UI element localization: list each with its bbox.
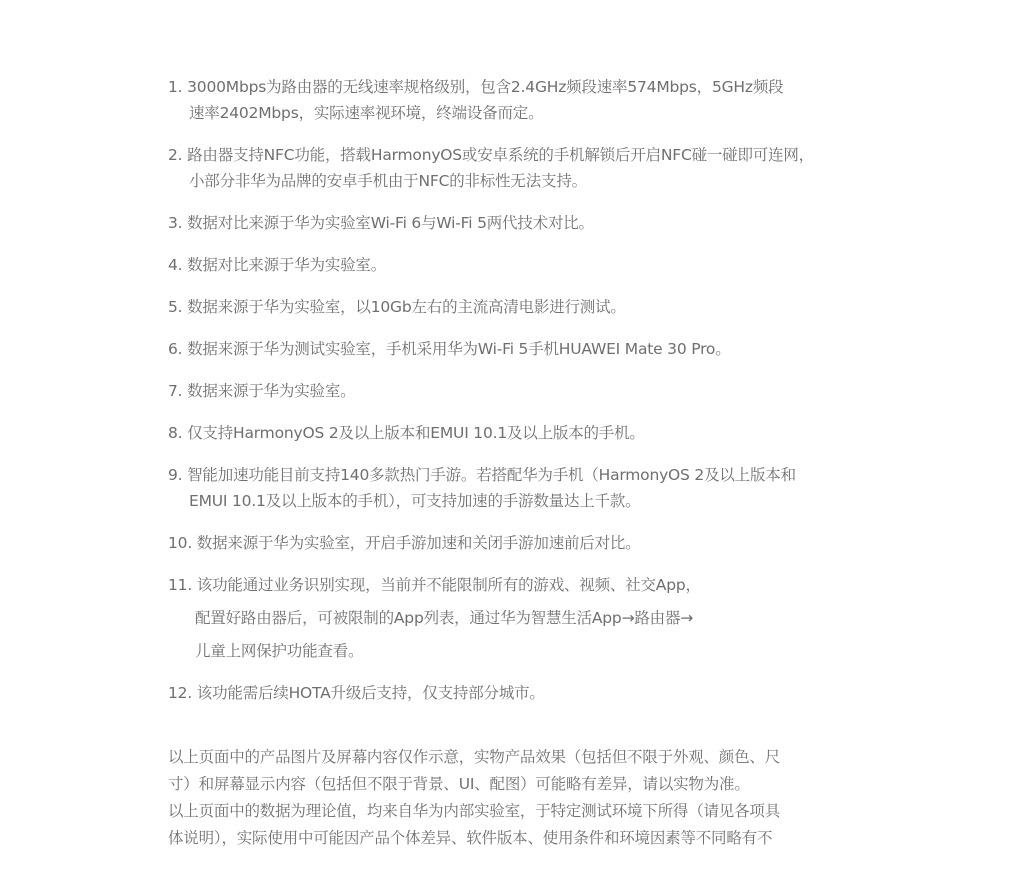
disclaimer: [168, 744, 858, 852]
footnote-text: 仅支持HarmonyOS 2及以上版本和EMUI 10.1及以上版本的手机。: [187, 424, 645, 442]
footnote-9: [168, 462, 858, 514]
footnote-text: 儿童上网保护功能查看。: [195, 642, 364, 660]
footnote-number: 6.: [168, 340, 183, 358]
footnote-number: 10.: [168, 534, 193, 552]
footnote-text: 数据对比来源于华为实验室。: [187, 256, 387, 274]
footnote-text: 数据来源于华为实验室，开启手游加速和关闭手游加速前后对比。: [196, 534, 641, 552]
footnote-6: [168, 336, 858, 362]
footnote-text: 数据来源于华为实验室，以10Gb左右的主流高清电影进行测试。: [187, 298, 626, 316]
disclaimer-line: 寸）和屏幕显示内容（包括但不限于背景、UI、配图）可能略有差异，请以实物为准。: [168, 775, 750, 793]
footnote-text: 该功能需后续HOTA升级后支持，仅支持部分城市。: [196, 684, 545, 702]
disclaimer-line: 以上页面中的数据为理论值，均来自华为内部实验室，于特定测试环境下所得（请见各项具: [168, 802, 781, 820]
footnote-8: [168, 420, 858, 446]
footnote-number: 3.: [168, 214, 183, 232]
footnote-3: [168, 210, 858, 236]
footnote-10: [168, 530, 858, 556]
footnote-text: 配置好路由器后，可被限制的App列表，通过华为智慧生活App→路由器→: [195, 609, 694, 627]
footnote-list: [168, 74, 858, 706]
footnote-text: 路由器支持NFC功能，搭载HarmonyOS或安卓系统的手机解锁后开启NFC碰一碰即可连网，: [187, 146, 814, 164]
footnote-1: [168, 74, 858, 126]
footnote-text: EMUI 10.1及以上版本的手机），可支持加速的手游数量达上千款。: [189, 492, 641, 510]
footnote-text: 3000Mbps为路由器的无线速率规格级别，包含2.4GHz频段速率574Mbps，5GHz频段: [187, 78, 784, 96]
footnote-4: [168, 252, 858, 278]
footnote-11: [168, 572, 858, 664]
footnote-text: 数据对比来源于华为实验室Wi-Fi 6与Wi-Fi 5两代技术对比。: [187, 214, 594, 232]
footnote-number: 11.: [168, 576, 193, 594]
footnote-7: [168, 378, 858, 404]
footnote-5: [168, 294, 858, 320]
footnote-number: 1.: [168, 78, 183, 96]
footnote-number: 8.: [168, 424, 183, 442]
footnote-2: [168, 142, 858, 194]
footnote-number: 4.: [168, 256, 183, 274]
footnotes-section: [168, 74, 858, 852]
footnote-number: 7.: [168, 382, 183, 400]
footnote-text: 该功能通过业务识别实现，当前并不能限制所有的游戏、视频、社交App，: [196, 576, 701, 594]
footnote-12: [168, 680, 858, 706]
footnote-text: 小部分非华为品牌的安卓手机由于NFC的非标性无法支持。: [189, 172, 587, 190]
footnote-text: 数据来源于华为实验室。: [187, 382, 356, 400]
footnote-number: 9.: [168, 466, 183, 484]
footnote-number: 2.: [168, 146, 183, 164]
disclaimer-line: 以上页面中的产品图片及屏幕内容仅作示意，实物产品效果（包括但不限于外观、颜色、尺: [168, 748, 781, 766]
footnote-text: 智能加速功能目前支持140多款热门手游。若搭配华为手机（HarmonyOS 2及以上版本和: [187, 466, 796, 484]
disclaimer-line: 体说明），实际使用中可能因产品个体差异、软件版本、使用条件和环境因素等不同略有不: [168, 829, 773, 847]
footnote-text: 数据来源于华为测试实验室，手机采用华为Wi-Fi 5手机HUAWEI Mate 30 Pro。: [187, 340, 731, 358]
footnote-number: 5.: [168, 298, 183, 316]
footnote-text: 速率2402Mbps，实际速率视环境，终端设备而定。: [189, 104, 544, 122]
footnote-number: 12.: [168, 684, 193, 702]
